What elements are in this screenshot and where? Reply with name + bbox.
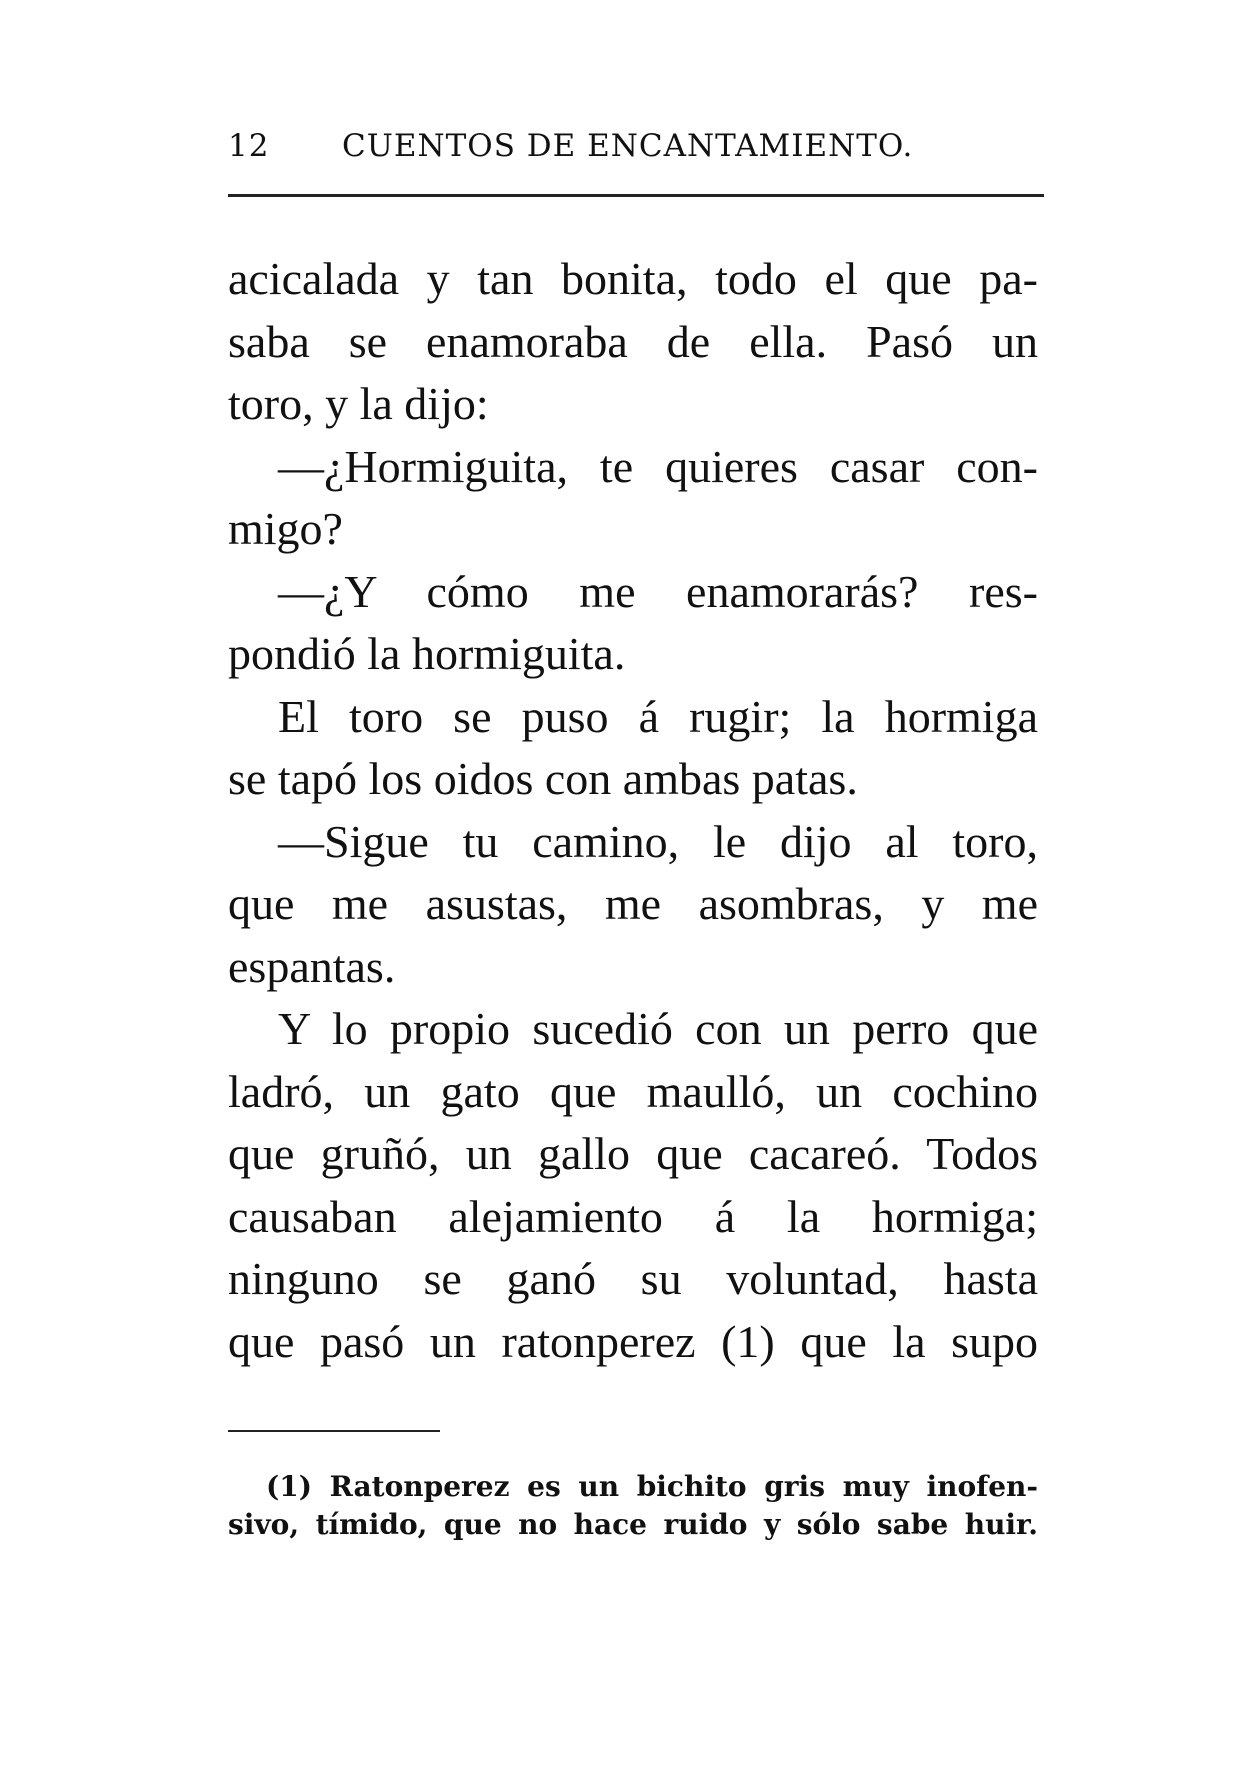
- text-line: Y lo propio sucedió con un perro que: [278, 1003, 1038, 1054]
- text-line: El toro se puso á rugir; la hormiga: [278, 690, 1038, 742]
- footnote-line: sivo, tímido, que no hace ruido y sólo sabe huir.: [228, 1508, 1038, 1541]
- page-number: 12: [228, 128, 270, 164]
- text-line: —¿Hormiguita, te quieres casar con-: [278, 440, 1038, 492]
- text-line: ladró, un gato que maulló, un cochino: [228, 1065, 1038, 1117]
- text-line: saba se enamoraba de ella. Pasó un: [228, 315, 1038, 367]
- text-line: causaban alejamiento á la hormiga;: [228, 1190, 1038, 1242]
- text-line: que pasó un ratonperez (1) que la supo: [228, 1315, 1038, 1367]
- text-line: que me asustas, me asombras, y me: [228, 878, 1038, 929]
- text-line: que gruñó, un gallo que cacareó. Todos: [228, 1128, 1038, 1179]
- running-title: CUENTOS DE ENCANTAMIENTO.: [342, 128, 914, 164]
- text-line: espantas.: [228, 940, 396, 992]
- text-line: —Sigue tu camino, le dijo al toro,: [278, 815, 1038, 867]
- text-line: toro, y la dijo:: [228, 378, 489, 429]
- text-line: ninguno se ganó su voluntad, hasta: [228, 1253, 1038, 1304]
- footnote: [228, 1468, 1038, 1544]
- footnote-rule: [228, 1430, 440, 1432]
- text-line: acicalada y tan bonita, todo el que pa-: [228, 253, 1038, 304]
- text-line: migo?: [228, 503, 343, 554]
- footnote-line: (1) Ratonperez es un bichito gris muy inofen-: [266, 1470, 1038, 1503]
- text-line: se tapó los oidos con ambas patas.: [228, 753, 858, 804]
- text-line: pondió la hormiguita.: [228, 628, 626, 679]
- body-text: [228, 248, 1038, 1373]
- header-rule: [228, 194, 1044, 197]
- text-line: —¿Y cómo me enamorarás? res-: [278, 565, 1038, 617]
